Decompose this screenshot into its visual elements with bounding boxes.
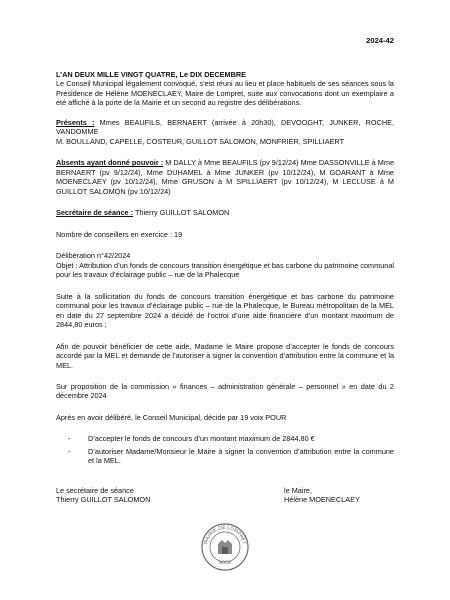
presents-list-men: M. BOULLAND, CAPELLE, COSTEUR, GUILLOT SALOMON, MONFRIER, SPILLIAERT <box>56 136 345 146</box>
svg-text:NORD: NORD <box>219 560 231 565</box>
presents-label: Présents : <box>56 117 95 127</box>
secretaire-name: Thierry GUILLOT SALOMON <box>133 208 230 218</box>
decision-list <box>56 434 394 465</box>
session-heading: L’AN DEUX MILLE VINGT QUATRE, Le DIX DECEMBRE <box>56 69 247 79</box>
secretaire-label: Secrétaire de séance : <box>56 208 134 218</box>
presents-list: Mmes BEAUFILS, BERNAERT (arrivée à 20h30), DEVOOGHT, JUNKER, ROCHE, VANDOMME <box>56 117 395 137</box>
absents-block <box>56 158 394 196</box>
mairie-seal-stamp <box>200 522 250 572</box>
signature-maire-title: le Maire, <box>284 485 312 495</box>
conseillers-count: Nombre de conseillers en exercice : 19 <box>56 229 183 239</box>
intro-paragraph: Le Conseil Municipal légalement convoqué, s’est réuni au lieu et place habituels de ses séances sous la Présidence de Hélène MOENECLAEY, Maire de Lompret, suite aux convocations dont un exemplaire a été affiché à la porte de la Mairie et un second au registre des délibérations. <box>56 79 394 108</box>
signature-maire-name: Hélène MOENECLAEY <box>284 495 360 505</box>
reference-number: 2024-42 <box>366 36 394 45</box>
presents-block <box>56 118 394 146</box>
signature-secretaire <box>56 486 150 505</box>
signature-secretaire-name: Thierry GUILLOT SALOMON <box>56 495 151 505</box>
secretaire-block <box>56 208 394 217</box>
signature-maire <box>284 486 394 505</box>
svg-text:MAIRIE DE LOMPRET: MAIRIE DE LOMPRET <box>203 524 247 546</box>
absents-list: M DALLY à Mme BEAUFILS (pv 9/12/24) Mme DASSONVILLE à Mme BERNAERT (pv 9/12/24), Mme DUHAMEL à Mme JUNKER (pv 10/12/24), M GOARANT à Mme MOENECLAEY (pv 10/12/24), Mme GRUSON à M SPILLIAERT (pv 10/12/24), M LECLUSE à M GUILLOT SALOMON (pv 10/12/24) <box>56 158 394 196</box>
signature-block <box>56 486 394 505</box>
absents-label: Absents ayant donné pouvoir : <box>56 158 164 168</box>
paragraph-vote: Après en avoir délibéré, le Conseil Municipal, décide par 19 voix POUR <box>56 412 287 422</box>
decision-item: - D’autoriser Madame/Monsieur le Maire à signer la convention d’attribution entre la commune et la MEL. <box>68 447 394 466</box>
paragraph-aide: Afin de pouvoir bénéficier de cette aide, Madame le Maire propose d’accepter le fonds de concours accordé par la MEL et demande de l’autoriser à signer la convention d’attribution entre la commune et la MEL. <box>56 341 394 370</box>
paragraph-commission: Sur proposition de la commission « finances – administration générale – personnel » en date du 2 décembre 2024 <box>56 382 394 401</box>
deliberation-objet: Objet : Attribution d’un fonds de concours transition énergétique et bas carbone du patrimoine communal pour les travaux d’éclairage public – rue de la Phalecque <box>56 260 394 280</box>
decision-item: - D’accepter le fonds de concours d’un montant maximum de 2844,80 € <box>68 434 394 443</box>
paragraph-sollicitation: Suite à la sollicitation du fonds de concours transition énergétique et bas carbone du patrimoine communal pour les travaux d’éclairage public – rue de la Phalecque, le Bureau métropolitain de la MEL en date du 27 septembre 2024 a décidé de l’octroi d’une aide financière d’un montant maximum de 2844,80 euros ; <box>56 291 394 330</box>
signature-secretaire-title: Le secrétaire de séance <box>56 485 134 495</box>
deliberation-number: Délibération n°42/2024 <box>56 251 131 261</box>
